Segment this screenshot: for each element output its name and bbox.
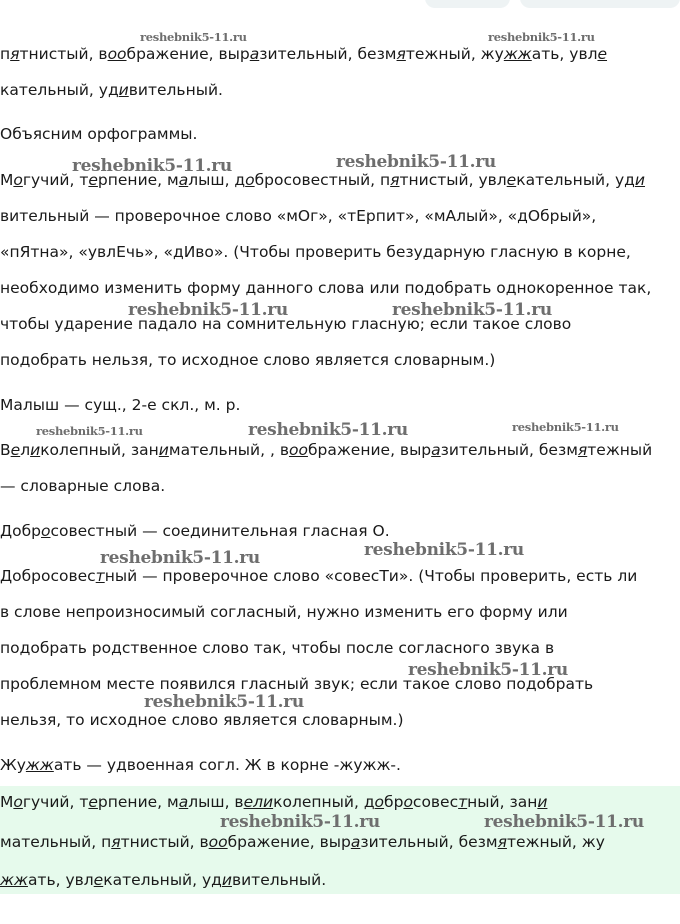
watermark: reshebnik5-11.ru	[488, 30, 595, 44]
orthogram-letter: а	[350, 833, 361, 851]
orthogram-letter: жж	[503, 45, 532, 63]
text-fragment: тнистый, в	[120, 833, 209, 851]
text-line	[0, 602, 568, 622]
text-fragment: — словарные слова.	[0, 477, 166, 495]
text-fragment: «пЯтна», «увлЕчь», «дИво». (Чтобы проверить безударную гласную в корне,	[0, 243, 631, 261]
orthogram-letter: е	[93, 871, 104, 889]
top-tab-right	[520, 0, 680, 8]
watermark: reshebnik5-11.ru	[408, 660, 568, 680]
text-fragment: тнистый, увл	[399, 171, 507, 189]
watermark: reshebnik5-11.ru	[364, 540, 524, 560]
text-fragment: рпение, м	[97, 793, 179, 811]
orthogram-letter: о	[13, 171, 23, 189]
text-fragment: совес	[412, 793, 459, 811]
text-fragment: зительный, безм	[259, 45, 397, 63]
text-fragment: необходимо изменить форму данного слова или подобрать однокоренное так,	[0, 279, 652, 297]
watermark: reshebnik5-11.ru	[128, 300, 288, 320]
orthogram-letter: я	[390, 171, 400, 189]
orthogram-letter: т	[458, 793, 468, 811]
orthogram-letter: и	[30, 441, 41, 459]
text-fragment: тежный, жу	[506, 833, 605, 851]
text-fragment: совестный — соединительная гласная О.	[50, 522, 390, 540]
orthogram-letter: ел	[243, 793, 264, 811]
watermark: reshebnik5-11.ru	[36, 424, 143, 438]
text-line	[0, 124, 197, 144]
orthogram-letter: е	[88, 793, 98, 811]
text-fragment: лыш, д	[188, 171, 246, 189]
text-line	[0, 566, 637, 586]
text-fragment: мательный, п	[0, 833, 112, 851]
orthogram-letter: я	[497, 833, 507, 851]
text-fragment: вительный — проверочное слово «мОг», «тЕрпит», «мАлый», «дОбрый»,	[0, 207, 597, 225]
text-line	[0, 278, 651, 298]
orthogram-letter: жж	[0, 871, 28, 889]
text-fragment: ать, увл	[27, 871, 94, 889]
text-fragment: рпение, м	[97, 171, 179, 189]
watermark: reshebnik5-11.ru	[144, 692, 304, 712]
top-tab-left	[425, 0, 510, 8]
orthogram-letter: и	[118, 81, 129, 99]
text-line	[0, 44, 607, 64]
text-fragment: зительный, безм	[440, 441, 578, 459]
orthogram-letter: оо	[288, 441, 308, 459]
text-line	[0, 206, 596, 226]
orthogram-letter: я	[10, 45, 20, 63]
orthogram-letter: о	[374, 793, 385, 811]
text-fragment: Жу	[0, 756, 26, 774]
text-fragment: колепный, д	[273, 793, 375, 811]
text-line	[0, 755, 401, 775]
orthogram-letter: о	[245, 171, 255, 189]
text-fragment: ный, зан	[467, 793, 538, 811]
text-fragment: мательный, , в	[168, 441, 289, 459]
orthogram-letter: оо	[107, 45, 127, 63]
orthogram-letter: я	[577, 441, 588, 459]
text-fragment: В	[0, 441, 11, 459]
text-fragment: в слове непроизносимый согласный, нужно изменить его форму или	[0, 603, 568, 621]
text-fragment: п	[0, 45, 11, 63]
text-fragment: бр	[384, 793, 404, 811]
text-fragment: вительный.	[231, 871, 327, 889]
text-line	[0, 395, 240, 415]
watermark: reshebnik5-11.ru	[336, 152, 496, 172]
watermark: reshebnik5-11.ru	[140, 30, 247, 44]
text-fragment: бросовестный, п	[254, 171, 391, 189]
text-line	[0, 792, 547, 812]
text-fragment: гучий, т	[22, 793, 89, 811]
text-line	[0, 80, 223, 100]
orthogram-letter: и	[221, 871, 232, 889]
text-fragment: тежный, жу	[405, 45, 504, 63]
text-line	[0, 638, 554, 658]
text-fragment: подобрать нельзя, то исходное слово является словарным.)	[0, 351, 496, 369]
orthogram-letter: я	[111, 833, 121, 851]
watermark: reshebnik5-11.ru	[484, 812, 644, 832]
text-line	[0, 476, 165, 496]
text-fragment: ный — проверочное слово «совесТи». (Чтобы проверить, есть ли	[104, 567, 638, 585]
orthogram-letter: а	[249, 45, 260, 63]
text-fragment: подобрать родственное слово так, чтобы после согласного звука в	[0, 639, 555, 657]
orthogram-letter: и	[537, 793, 548, 811]
orthogram-letter: а	[431, 441, 441, 459]
text-fragment: зительный, безм	[360, 833, 498, 851]
orthogram-letter: о	[13, 793, 23, 811]
watermark: reshebnik5-11.ru	[392, 300, 552, 320]
text-line	[0, 832, 605, 852]
text-fragment: тежный	[587, 441, 653, 459]
text-fragment: ать, увл	[531, 45, 598, 63]
text-fragment: ать — удвоенная согл. Ж в корне -жужж-.	[53, 756, 401, 774]
text-fragment: бражение, выр	[307, 441, 432, 459]
text-fragment: кательный, уд	[0, 81, 119, 99]
text-fragment: л	[20, 441, 31, 459]
text-line	[0, 710, 404, 730]
text-line	[0, 870, 326, 890]
text-fragment: Объясним орфограммы.	[0, 125, 198, 143]
orthogram-letter: а	[178, 171, 189, 189]
watermark: reshebnik5-11.ru	[72, 156, 232, 176]
text-fragment: М	[0, 793, 14, 811]
orthogram-letter: и	[158, 441, 169, 459]
text-fragment: Добр	[0, 522, 41, 540]
text-fragment: бражение, выр	[126, 45, 250, 63]
orthogram-letter: е	[506, 171, 517, 189]
orthogram-letter: жж	[25, 756, 54, 774]
watermark: reshebnik5-11.ru	[100, 548, 260, 568]
orthogram-letter: е	[10, 441, 21, 459]
text-fragment: вительный.	[128, 81, 223, 99]
text-line	[0, 440, 652, 460]
text-fragment: проблемном месте появился гласный звук; если такое слово подобрать	[0, 675, 594, 693]
orthogram-letter: е	[597, 45, 608, 63]
watermark: reshebnik5-11.ru	[220, 812, 380, 832]
text-fragment: бражение, выр	[227, 833, 351, 851]
text-fragment: кательный, уд	[103, 871, 222, 889]
text-fragment: кательный, уд	[516, 171, 635, 189]
watermark: reshebnik5-11.ru	[512, 420, 619, 434]
watermark: reshebnik5-11.ru	[248, 420, 408, 440]
orthogram-letter: и	[634, 171, 645, 189]
orthogram-letter: е	[88, 171, 98, 189]
orthogram-letter: т	[95, 567, 105, 585]
orthogram-letter: оо	[208, 833, 228, 851]
text-fragment: лыш, в	[188, 793, 244, 811]
text-fragment: Добросовес	[0, 567, 96, 585]
text-line	[0, 521, 390, 541]
orthogram-letter: о	[41, 522, 51, 540]
text-fragment: Малыш — сущ., 2-е скл., м. р.	[0, 396, 241, 414]
orthogram-letter: о	[403, 793, 413, 811]
text-fragment: колепный, зан	[40, 441, 159, 459]
text-line	[0, 242, 631, 262]
text-fragment: тнистый, в	[19, 45, 108, 63]
orthogram-letter: и	[263, 793, 274, 811]
text-fragment: М	[0, 171, 14, 189]
orthogram-letter: а	[178, 793, 189, 811]
text-fragment: чтобы ударение падало на сомнительную гласную; если такое слово	[0, 315, 572, 333]
text-line	[0, 350, 495, 370]
orthogram-letter: я	[396, 45, 406, 63]
text-fragment: нельзя, то исходное слово является словарным.)	[0, 711, 404, 729]
text-fragment: гучий, т	[22, 171, 89, 189]
